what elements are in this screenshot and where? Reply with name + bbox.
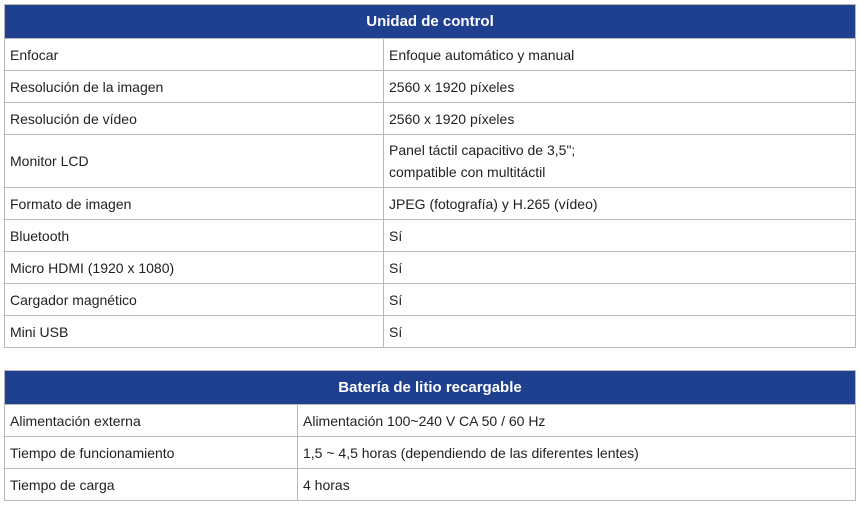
row-label: Enfocar [5,39,384,71]
battery-title: Batería de litio recargable [5,371,856,405]
table-row [5,437,856,469]
row-value [384,103,856,135]
table-header-row [5,5,856,39]
row-value [298,405,856,437]
row-value [384,135,856,188]
table-row [5,252,856,284]
row-value-line: Sí [389,227,403,244]
row-label: Tiempo de carga [5,469,298,501]
control-unit-table [4,4,856,348]
row-label: Cargador magnético [5,284,384,316]
row-value-line: Enfoque automático y manual [389,46,575,63]
row-value-line: 4 horas [303,476,350,493]
row-value-line: JPEG (fotografía) y H.265 (vídeo) [389,195,598,212]
row-value [298,469,856,501]
row-label: Micro HDMI (1920 x 1080) [5,252,384,284]
row-value-line: 1,5 ~ 4,5 horas (dependiendo de las diferentes lentes) [303,444,639,461]
row-value [384,316,856,348]
row-value-line: Sí [389,323,403,340]
row-value [384,252,856,284]
table-row [5,284,856,316]
table-row [5,71,856,103]
row-label: Alimentación externa [5,405,298,437]
row-value [298,437,856,469]
row-value [384,188,856,220]
row-label: Resolución de vídeo [5,103,384,135]
table-row [5,469,856,501]
row-value-line: Sí [389,291,403,308]
row-value-line: Alimentación 100~240 V CA 50 / 60 Hz [303,412,546,429]
table-header-row [5,371,856,405]
row-value-line: Sí [389,259,403,276]
table-row [5,135,856,188]
table-row [5,188,856,220]
row-value [384,284,856,316]
table-row [5,405,856,437]
table-row [5,103,856,135]
control-unit-title: Unidad de control [5,5,856,39]
battery-table [4,370,856,501]
row-label: Resolución de la imagen [5,71,384,103]
row-value [384,220,856,252]
row-label: Bluetooth [5,220,384,252]
row-value-line: Panel táctil capacitivo de 3,5"; [389,142,576,158]
table-row [5,39,856,71]
row-label: Mini USB [5,316,384,348]
row-label: Formato de imagen [5,188,384,220]
table-row [5,220,856,252]
row-label: Tiempo de funcionamiento [5,437,298,469]
row-value-line: compatible con multitáctil [389,164,546,180]
row-value-line: 2560 x 1920 píxeles [389,110,515,127]
row-label: Monitor LCD [5,135,384,188]
table-row [5,316,856,348]
row-value [384,39,856,71]
row-value [384,71,856,103]
row-value-line: 2560 x 1920 píxeles [389,78,515,95]
